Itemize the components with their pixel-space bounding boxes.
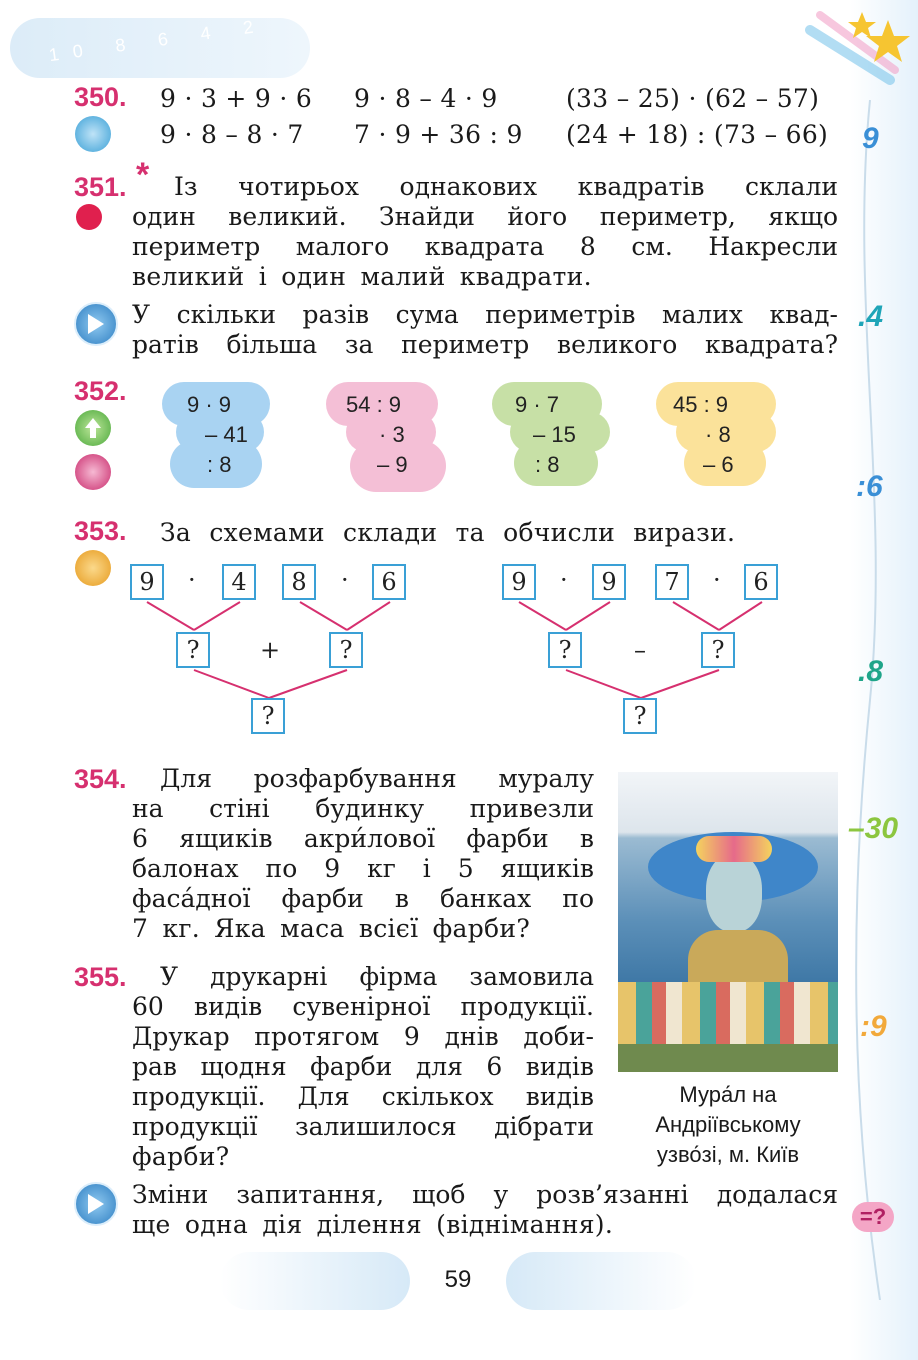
play-arrow-glyph-2 bbox=[86, 1192, 106, 1216]
task-350-expr-6: (24 + 18) : (73 – 66) bbox=[566, 120, 829, 149]
chain-4-step2: – 6 bbox=[703, 452, 734, 477]
scheme2-box-2: 9 bbox=[592, 564, 626, 600]
task-351-extra-1: У скільки разів сума периметрів малих квад- bbox=[132, 300, 838, 329]
task-352-number: 352. bbox=[74, 376, 127, 406]
task-351-line-3: периметр малого квадрата 8 см. Накресли bbox=[132, 232, 838, 261]
task-351-line-1: Із чотирьох однакових квадратів склали bbox=[174, 172, 838, 201]
task-351-line-2: один великий. Знайди його периметр, якщо bbox=[132, 202, 838, 231]
task-355-line-7: фарби? bbox=[132, 1142, 230, 1171]
chain-4-step1: · 8 bbox=[705, 422, 731, 447]
photo-caption-line-2: Андріївському bbox=[655, 1112, 801, 1137]
chain-2-step1: · 3 bbox=[379, 422, 405, 447]
scheme1-box-2: 4 bbox=[222, 564, 256, 600]
task-350-expr-3: (33 – 25) · (62 – 57) bbox=[566, 84, 820, 113]
task-351-star: * bbox=[136, 156, 150, 194]
task-355-extra-1: Зміни запитання, щоб у розв’язанні додалася bbox=[132, 1180, 838, 1209]
scheme1-result-left: ? bbox=[176, 632, 210, 668]
task-354-line-1: Для розфарбування муралу bbox=[160, 764, 594, 793]
header-cloud-numbers: 10 8 6 4 2 bbox=[47, 14, 269, 66]
scheme2-result-right: ? bbox=[701, 632, 735, 668]
scheme2-op-1: · bbox=[560, 566, 568, 594]
footer-cloud-left bbox=[220, 1252, 410, 1310]
mural-photo bbox=[618, 772, 838, 1072]
task-350-expr-2: 9 · 8 – 4 · 9 bbox=[354, 84, 498, 113]
task-354-line-3: 6 ящиків акри́лової фарби в bbox=[132, 824, 594, 853]
mural-houses bbox=[618, 982, 838, 1052]
mural-body bbox=[688, 930, 788, 990]
scheme1-final: ? bbox=[251, 698, 285, 734]
task-355-extra-2: ще одна дія ділення (віднімання). bbox=[132, 1210, 614, 1239]
mural-face bbox=[706, 854, 762, 932]
task-351-line-4: великий і один малий квадрати. bbox=[132, 262, 592, 291]
margin-number-1: 9 bbox=[862, 122, 879, 155]
chain-3-step2: : 8 bbox=[535, 452, 560, 477]
margin-number-3: :6 bbox=[856, 470, 883, 503]
scheme1-op-1: · bbox=[188, 566, 196, 594]
task-353-number: 353. bbox=[74, 516, 127, 546]
task-355-line-6: продукції залишилося дібрати bbox=[132, 1112, 594, 1141]
chain-3-start: 9 · 7 bbox=[515, 392, 560, 417]
task-351-number: 351. bbox=[74, 172, 127, 202]
task-351-extra-2: ратів більша за периметр великого квадрата? bbox=[132, 330, 838, 359]
photo-caption-line-3: узво́зі, м. Київ bbox=[656, 1142, 800, 1167]
chain-1-step2: : 8 bbox=[207, 452, 232, 477]
task-350-number: 350. bbox=[74, 82, 127, 112]
scheme2-result-left: ? bbox=[548, 632, 582, 668]
margin-number-6: :9 bbox=[860, 1010, 887, 1043]
task-354-line-5: фаса́дної фарби в банках по bbox=[132, 884, 594, 913]
task-350-expr-5: 7 · 9 + 36 : 9 bbox=[354, 120, 523, 149]
scheme1-op-2: · bbox=[341, 566, 349, 594]
scheme1-middle-op: + bbox=[260, 636, 281, 664]
scheme2-middle-op: – bbox=[634, 636, 646, 664]
task-354-number: 354. bbox=[74, 764, 127, 794]
footer-cloud-right bbox=[506, 1252, 696, 1310]
scheme2-box-4: 6 bbox=[744, 564, 778, 600]
mural-wreath bbox=[696, 836, 772, 862]
chain-2-step2: – 9 bbox=[377, 452, 408, 477]
chain-3-step1: – 15 bbox=[533, 422, 576, 447]
margin-number-4: .8 bbox=[858, 655, 884, 688]
chain-1-step1: – 41 bbox=[205, 422, 248, 447]
task-355-line-1: У друкарні фірма замовила bbox=[160, 962, 594, 991]
mural-ground bbox=[618, 1044, 838, 1072]
scheme1-box-4: 6 bbox=[372, 564, 406, 600]
photo-caption-line-1: Мура́л на bbox=[679, 1082, 777, 1107]
scheme2-final: ? bbox=[623, 698, 657, 734]
task-355-line-2: 60 видів сувенірної продукції. bbox=[132, 992, 594, 1021]
margin-number-5: –30 bbox=[848, 812, 899, 845]
scheme2-op-2: · bbox=[713, 566, 721, 594]
scheme1-result-right: ? bbox=[329, 632, 363, 668]
task-353-text: За схемами склади та обчисли вирази. bbox=[160, 518, 736, 547]
task-350-expr-4: 9 · 8 – 8 · 7 bbox=[160, 120, 304, 149]
chain-2-start: 54 : 9 bbox=[346, 392, 402, 417]
scheme1-box-3: 8 bbox=[282, 564, 316, 600]
page-number: 59 bbox=[444, 1266, 472, 1293]
margin-number-2: .4 bbox=[858, 300, 884, 333]
chain-4-start: 45 : 9 bbox=[673, 392, 729, 417]
task-354-line-4: балонах по 9 кг і 5 ящиків bbox=[132, 854, 594, 883]
scheme1-box-1: 9 bbox=[130, 564, 164, 600]
margin-badge-equals-question: =? bbox=[852, 1202, 894, 1232]
task-350-expr-1: 9 · 3 + 9 · 6 bbox=[160, 84, 313, 113]
scheme2-box-3: 7 bbox=[655, 564, 689, 600]
task-355-number: 355. bbox=[74, 962, 127, 992]
task-354-line-6: 7 кг. Яка маса всієї фарби? bbox=[132, 914, 531, 943]
task-354-line-2: на стіні будинку привезли bbox=[132, 794, 594, 823]
task-355-line-3: Друкар протягом 9 днів доби- bbox=[132, 1022, 594, 1051]
task-355-line-4: рав щодня фарби для 6 видів bbox=[132, 1052, 594, 1081]
scheme2-box-1: 9 bbox=[502, 564, 536, 600]
mural-sky bbox=[618, 772, 838, 832]
chain-1-start: 9 · 9 bbox=[187, 392, 232, 417]
task-355-line-5: продукції. Для скількох видів bbox=[132, 1082, 594, 1111]
